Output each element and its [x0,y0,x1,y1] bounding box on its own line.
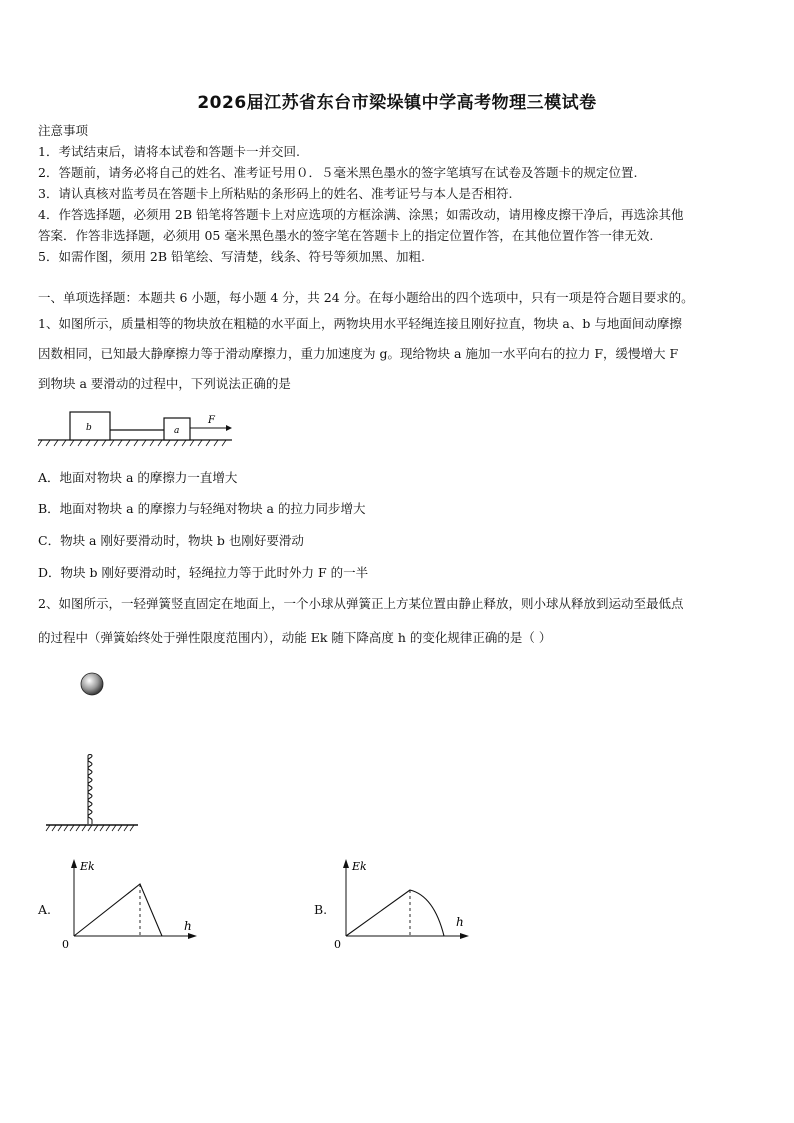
q1-line-3: 到物块 a 要滑动的过程中，下列说法正确的是 [38,376,291,391]
x-axis-label: h [456,915,464,929]
origin-label: 0 [62,938,69,951]
q2-option-a-label: A. [38,902,52,917]
ek-curve [74,884,162,936]
notice-item-3: 3．请认真核对监考员在答题卡上所粘贴的条形码上的姓名、准考证号与本人是否相符. [38,186,513,201]
notice-item-4-cont: 答案．作答非选择题，必须用 05 毫米黑色墨水的签字笔在答题卡上的指定位置作答，在其他位置作答一律无效. [38,228,654,243]
block-b-label: b [86,423,92,433]
spring [88,755,92,825]
q2-option-b-graph [330,856,480,960]
q2-option-a-graph [58,856,208,960]
section-heading: 一、单项选择题：本题共 6 小题，每小题 4 分，共 24 分。在每小题给出的四个选项中，只有一项是符合题目要求的。 [38,290,694,305]
force-label: F [208,415,215,426]
q1-blocks-figure [36,408,236,452]
q2-line-2: 的过程中（弹簧始终处于弹性限度范围内），动能 Ek 随下降高度 h 的变化规律正确的是（ ） [38,630,552,645]
notice-item-5: 5．如需作图，须用 2B 铅笔绘、写清楚，线条、符号等须加黑、加粗. [38,249,426,264]
notice-item-4: 4．作答选择题，必须用 2B 铅笔将答题卡上对应选项的方框涂满、涂黑；如需改动，请用橡皮擦干净后，再选涂其他 [38,207,684,222]
q2-line-1: 2、如图所示，一轻弹簧竖直固定在地面上，一个小球从弹簧正上方某位置由静止释放，则小球从释放到运动至最低点 [38,596,684,611]
q1-option-a: A．地面对物块 a 的摩擦力一直增大 [38,470,238,485]
notice-item-2: 2．答题前，请务必将自己的姓名、准考证号用０．５毫米黑色墨水的签字笔填写在试卷及答题卡的规定位置. [38,165,638,180]
y-axis-label: Ek [80,860,95,873]
y-axis-label: Ek [352,860,367,873]
notice-heading: 注意事项 [38,123,89,138]
origin-label: 0 [334,938,341,951]
notice-item-1: 1．考试结束后，请将本试卷和答题卡一并交回. [38,144,300,159]
q1-line-2: 因数相同，已知最大静摩擦力等于滑动摩擦力，重力加速度为 g。现给物块 a 施加一水平向右的拉力 F，缓慢增大 F [38,346,679,361]
q1-line-1: 1、如图所示，质量相等的物块放在粗糙的水平面上，两物块用水平轻绳连接且刚好拉直，物块 a、b 与地面间动摩擦 [38,316,682,331]
q1-option-d: D．物块 b 刚好要滑动时，轻绳拉力等于此时外力 F 的一半 [38,565,369,580]
page-title: 2026届江苏省东台市梁垛镇中学高考物理三模试卷 [197,93,597,113]
x-axis-label: h [184,919,192,933]
q1-option-b: B．地面对物块 a 的摩擦力与轻绳对物块 a 的拉力同步增大 [38,501,366,516]
ek-curve [346,890,444,936]
block-a-label: a [174,426,180,436]
ball [81,673,103,695]
q2-option-b-label: B. [314,902,328,917]
q2-spring-figure [44,664,144,836]
q1-option-c: C．物块 a 刚好要滑动时，物块 b 也刚好要滑动 [38,533,304,548]
